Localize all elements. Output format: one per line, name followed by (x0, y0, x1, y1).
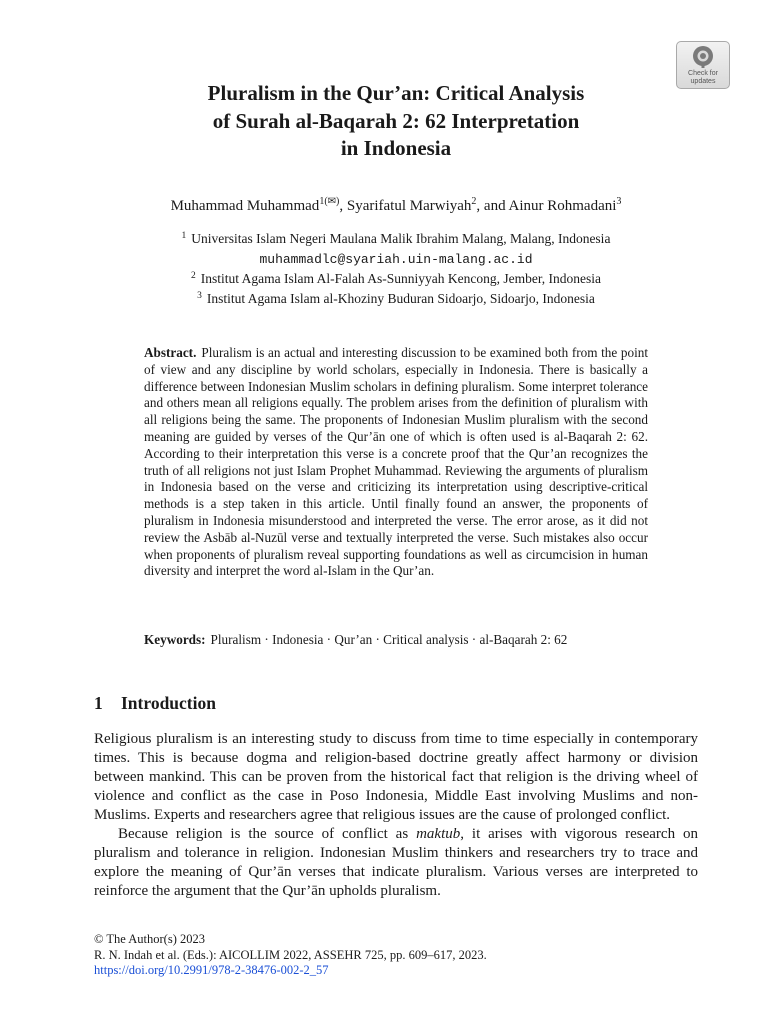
paragraph-2-end: , it arises with vigorous research on pluralism and tolerance in religion. Indonesian Muslim thinkers and researchers try to trace and explore the meaning of Qur’ān verses that indicate pluralism. Various verses are interpreted to reinforce the argument that the Qur’ān upholds pluralism. (94, 826, 698, 899)
section-number: 1 (94, 693, 103, 713)
abstract-text: Pluralism is an actual and interesting discussion to be examined both from the point of view and any discipline by world scholars, especially in Indonesia. There is basically a difference between Indonesian Muslim scholars in defining pluralism. Some interpret tolerance and others mean all religions equally. The problem arises from the definition of pluralism with all religions being the same. The proponents of Indonesian Muslim pluralism with the second meaning are guided by verses of the Qur’ān one of which is often used is al-Baqarah 2: 62. According to their interpretation this verse is a concrete proof that the Qur’an recognizes the truth of all religions not just Islam Prophet Muhammad. Reviewing the arguments of pluralism in Indonesia based on the verse and criticizing its interpretation using descriptive-critical methods is a step taken in this article. Until finally found an answer, the proponents of pluralism in Indonesia misunderstood and interpreted the verse. The error arose, as it did not review the Asbāb al-Nuzūl verse and textually interpreted the verse. Such mistakes also occur when proponents of pluralism reveal supporting foundations as well as circumcision in human diversity and interpret the word al-Islam in the Qur’an. (144, 345, 648, 579)
keywords-text: Pluralism · Indonesia · Qur’an · Critical analysis · al-Baqarah 2: 62 (210, 632, 568, 647)
title-line-3: in Indonesia (340, 136, 452, 160)
doi-link[interactable]: https://doi.org/10.2991/978-2-38476-002-2_57 (94, 963, 329, 977)
affiliation-2-number: 2 (190, 271, 196, 281)
affiliation-1-number: 1 (181, 231, 187, 241)
keywords (144, 631, 648, 648)
author-2-affil-mark: 2 (471, 196, 477, 207)
email-address[interactable]: muhammadlc@syariah.uin-malang.ac.id (259, 251, 533, 267)
affiliation-3-number: 3 (197, 290, 202, 301)
author-1-affil-mark: 1(✉) (319, 196, 340, 207)
paragraph-2-italic: maktub (416, 826, 461, 842)
author-3-name: Ainur Rohmadani (508, 198, 617, 214)
section-heading (94, 692, 216, 714)
affiliation-1 (60, 229, 732, 249)
author-list (60, 196, 732, 216)
paper-title (100, 80, 692, 163)
title-line-1: Pluralism in the Qur’an: Critical Analysis (207, 81, 585, 105)
keywords-heading: Keywords: (144, 632, 206, 647)
introduction-body (94, 730, 698, 901)
title-line-2: of Surah al-Baqarah 2: 62 Interpretation (212, 108, 580, 133)
page-footer (94, 932, 487, 979)
paragraph-2 (94, 825, 698, 901)
author-separator-2: , and (476, 198, 509, 214)
paragraph-1: Religious pluralism is an interesting study to discuss from time to time especially in contemporary times. This is because dogma and religion-based doctrine greatly affect harmony or division between mankind. This can be proven from the historical fact that religion is the driving wheel of violence and conflict as the case in Poso Indonesia, Middle East involving Muslims and non-Muslims. Experts and researchers agree that religious issues are the cause of prolonged conflict. (94, 731, 698, 823)
abstract (144, 345, 648, 580)
author-separator-1: , (339, 198, 347, 214)
section-title: Introduction (121, 693, 216, 713)
affiliation-1-text: Universitas Islam Negeri Maulana Malik Ibrahim Malang, Malang, Indonesia (191, 231, 611, 246)
check-for-updates-label-2: updates (690, 78, 716, 85)
author-2-name: Syarifatul Marwiyah (346, 198, 472, 214)
citation-line: R. N. Indah et al. (Eds.): AICOLLIM 2022, ASSEHR 725, pp. 609–617, 2023. (94, 947, 487, 962)
author-1-name: Muhammad Muhammad (170, 198, 320, 214)
paragraph-2-start: Because religion is the source of conflict as (118, 826, 417, 842)
copyright-notice: © The Author(s) 2023 (94, 932, 205, 946)
affiliations (60, 229, 732, 308)
author-3-affil-mark: 3 (616, 196, 622, 207)
abstract-heading: Abstract. (144, 345, 197, 360)
affiliation-3-text: Institut Agama Islam al-Khoziny Buduran Sidoarjo, Sidoarjo, Indonesia (206, 290, 595, 306)
check-for-updates-label-1: Check for (688, 70, 718, 77)
affiliation-3 (60, 289, 732, 309)
affiliation-2-text: Institut Agama Islam Al-Falah As-Sunniyyah Kencong, Jember, Indonesia (200, 271, 602, 286)
corresponding-email (60, 249, 732, 270)
check-for-updates-icon (690, 45, 716, 69)
affiliation-2 (60, 269, 732, 289)
